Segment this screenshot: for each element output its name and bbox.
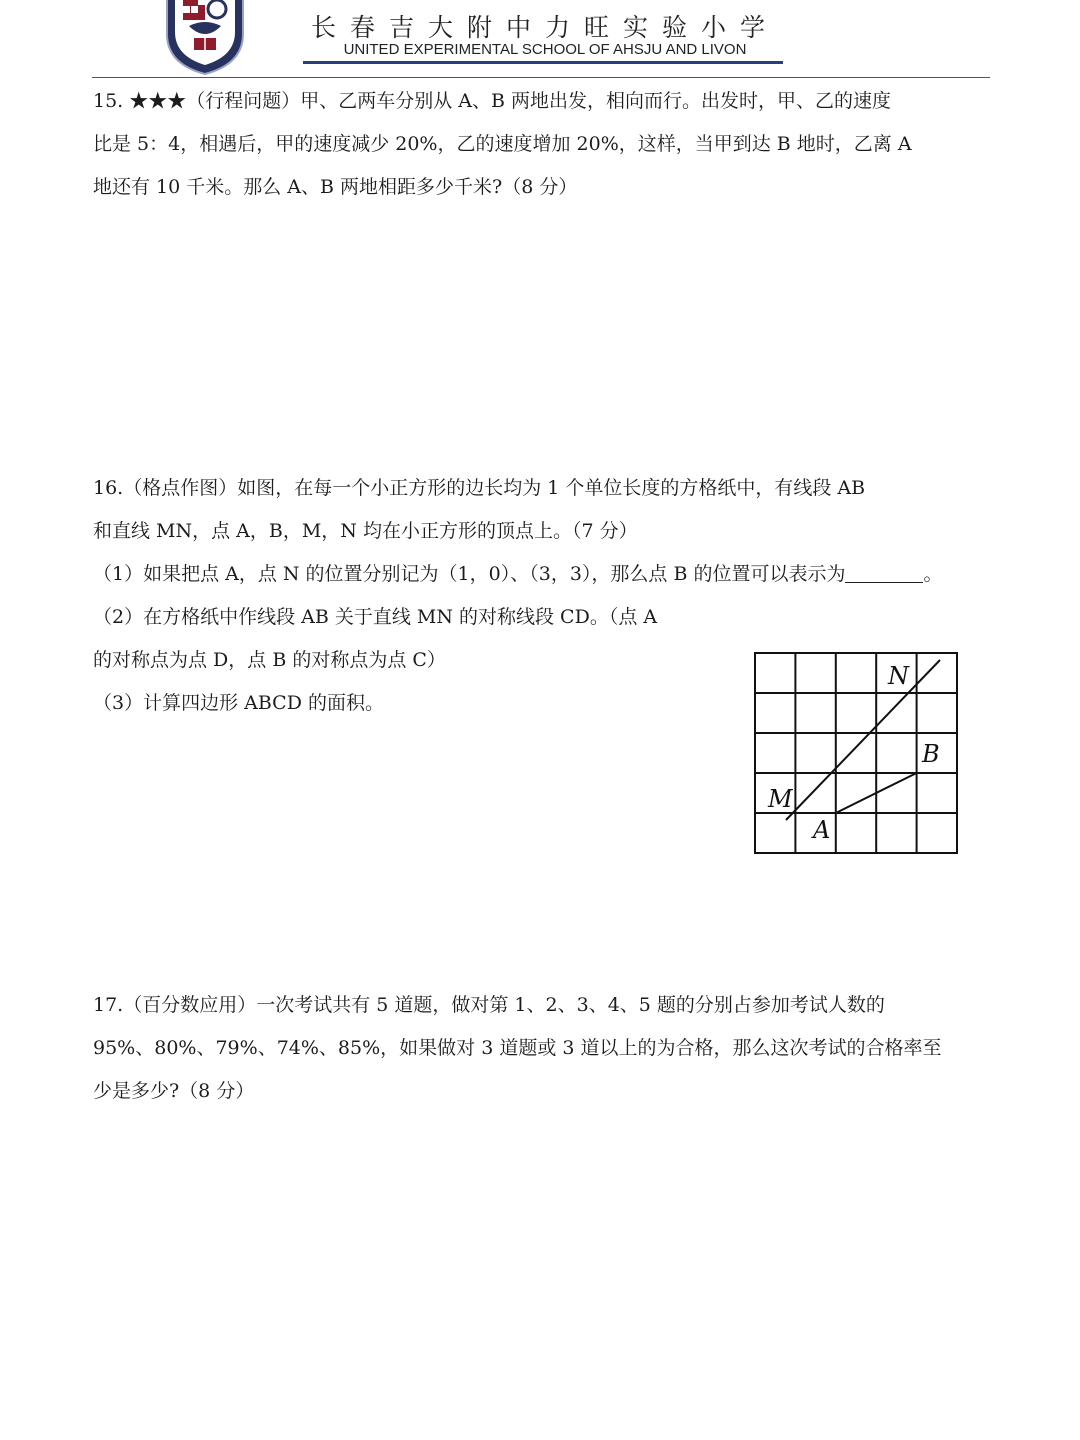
grid-figure: [750, 648, 962, 858]
school-name-en: UNITED EXPERIMENTAL SCHOOL OF AHSJU AND LIVON: [343, 41, 747, 58]
label-m: M: [768, 785, 793, 813]
question-15: [93, 80, 993, 209]
question-17: [93, 984, 993, 1113]
answer-blank[interactable]: [845, 562, 923, 583]
q15-line-1: 15. ★★★（行程问题）甲、乙两车分别从 A、B 两地出发，相向而行。出发时，甲、乙的速度: [93, 90, 892, 112]
q16-part-1: [93, 553, 993, 596]
header-divider: [92, 77, 990, 78]
q17-line-2: 95%、80%、79%、74%、85%，如果做对 3 道题或 3 道以上的为合格，那么这次考试的合格率至: [93, 1037, 942, 1059]
q16-line-2: 和直线 MN，点 A，B，M，N 均在小正方形的顶点上。（7 分）: [93, 520, 638, 542]
q17-line-3: 少是多少?（8 分）: [93, 1080, 255, 1102]
q16-part-3: （3）计算四边形 ABCD 的面积。: [93, 692, 384, 714]
school-name-cn: 长春吉大附中力旺实验小学: [310, 13, 779, 42]
label-n: N: [888, 662, 909, 690]
page-header: [0, 0, 1080, 80]
q16-line-1: 16.（格点作图）如图，在每一个小正方形的边长均为 1 个单位长度的方格纸中，有线段 AB: [93, 477, 866, 499]
school-crest-icon: [165, 0, 245, 76]
q15-line-2: 比是 5：4，相遇后，甲的速度减少 20%，乙的速度增加 20%，这样，当甲到达 B 地时，乙离 A: [93, 133, 912, 155]
q16-part-2-line-2: 的对称点为点 D，点 B 的对称点为点 C）: [93, 649, 446, 671]
q15-line-3: 地还有 10 千米。那么 A、B 两地相距多少千米?（8 分）: [93, 176, 578, 198]
q16-part-2-line-1: （2）在方格纸中作线段 AB 关于直线 MN 的对称线段 CD。（点 A: [93, 606, 658, 628]
label-b: B: [922, 740, 940, 768]
q16-part-1-end: 。: [923, 563, 943, 585]
label-a: A: [813, 816, 831, 844]
header-accent-rule: [303, 61, 783, 64]
q16-part-1-text: （1）如果把点 A，点 N 的位置分别记为（1，0）、（3，3），那么点 B 的位置可以表示为: [93, 563, 846, 585]
q17-line-1: 17.（百分数应用）一次考试共有 5 道题，做对第 1、2、3、4、5 题的分别占参加考试人数的: [93, 994, 885, 1016]
